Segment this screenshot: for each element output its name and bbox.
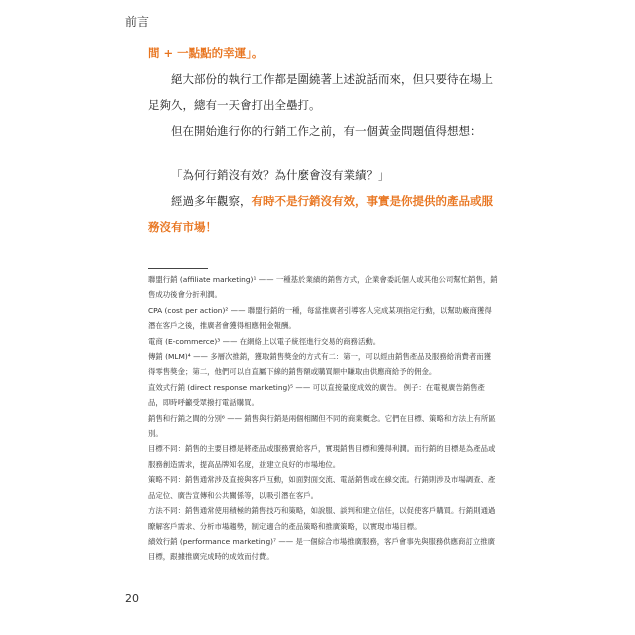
footnote-method-difference: 方法不同：銷售通常使用積極的銷售技巧和策略，如說服、談判和建立信任，以促使客戶購買。行銷則通過瞭解客戶需求、分析市場趨勢，制定適合的產品策略和推廣策略，以實現市場目標。	[148, 506, 496, 531]
paragraph-5-lead: 經過多年觀察，	[171, 194, 252, 208]
paragraph-5	[148, 188, 498, 240]
footnote-mlm: 傳銷 (MLM)⁴ —— 多層次推銷，獲取銷售獎金的方式有二：第一，可以經由銷售產品及服務給消費者而獲得零售獎金；第二，他們可以自直屬下線的銷售額或購買額中賺取由供應商給予的佣金。	[148, 352, 492, 377]
footnote-cpa: CPA (cost per action)² —— 聯盟行銷的一種，每當推廣者引導客人完成某項指定行動，以幫助廠商獲得潛在客戶之後，推廣者會獲得相應佣金報酬。	[148, 305, 492, 331]
paragraph-3: 但在開始進行你的行銷工作之前，有一個黃金問題值得想想：	[171, 124, 482, 138]
key-question: 「為何行銷沒有效？為什麼會沒有業績？」	[171, 168, 390, 182]
paragraph-1	[148, 40, 498, 66]
footnotes	[148, 272, 498, 565]
footnote-performance-marketing: 績效行銷 (performance marketing)⁷ —— 是一個綜合市場推廣服務，客戶會事先與服務供應商訂立推廣目標，跟據推廣完成時的成效而付費。	[148, 536, 496, 562]
footnote-goal-difference: 目標不同：銷售的主要目標是將產品或服務賣給客戶，實現銷售目標和獲得利潤。而行銷的目標是為產品或服務創造需求，提高品牌知名度，並建立良好的市場地位。	[148, 444, 496, 469]
footnote-direct-response: 直效式行銷 (direct response marketing)⁵ —— 可以直接量度成效的廣告。 例子：在電視廣告銷售產品，即時呼籲受眾撥打電話購買。	[148, 382, 485, 408]
footnote-affiliate: 聯盟行銷 (affiliate marketing)¹ —— 一種基於業績的銷售方式，企業會委託個人或其他公司幫忙銷售，銷售成功後會分折利潤。	[148, 275, 498, 300]
footnote-divider	[148, 268, 208, 269]
page-number: 20	[125, 592, 139, 605]
paragraph-1-text: 間 + 一點點的幸運」。	[148, 46, 264, 60]
footnote-sales-vs-marketing: 銷售和行銷之間的分別⁶ —— 銷售與行銷是兩個相關但不同的商業概念。它們在目標、策略和方法上有所區別。	[148, 413, 496, 439]
running-header: 前言	[125, 15, 150, 29]
main-text	[148, 40, 498, 240]
footnote-ecommerce: 電商 (E-commerce)³ —— 在網絡上以電子統徑進行交易的商務活動。	[148, 336, 381, 346]
footnote-strategy-difference: 策略不同：銷售通常涉及直接與客戶互動，如面對面交流、電話銷售或在線交流。行銷則涉及市場調查、產品定位、廣告宣傳和公共關係等，以吸引潛在客戶。	[148, 475, 496, 500]
paragraph-2: 絕大部份的執行工作都是圍繞著上述說話而來，但只要待在場上足夠久，總有一天會打出全壘打。	[148, 72, 493, 112]
paragraph-5-highlight: 有時不是行銷沒有效，事實是你提供的產品或服務沒有市場！	[148, 194, 493, 234]
